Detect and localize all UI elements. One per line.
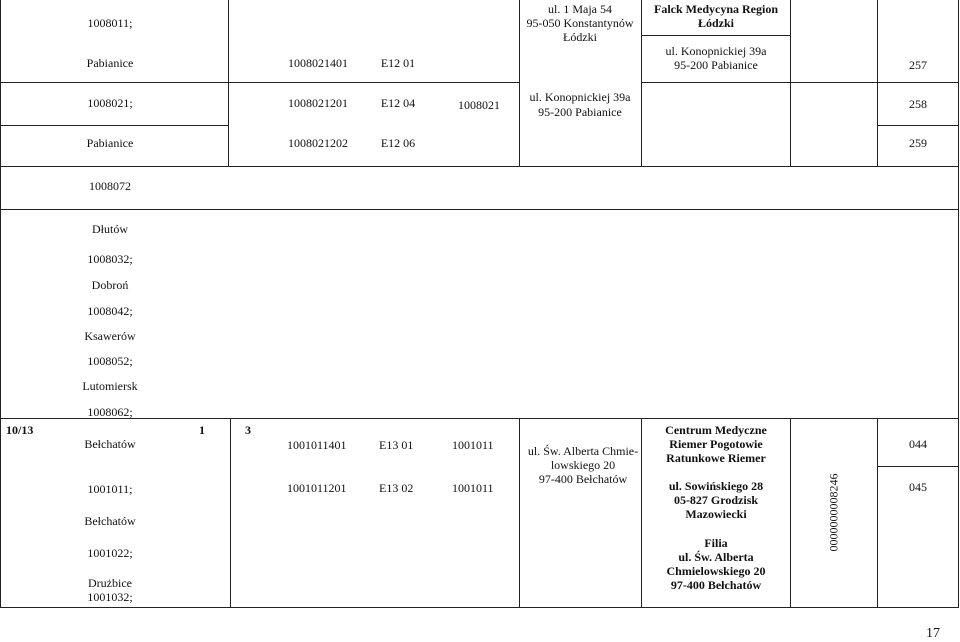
row-line <box>0 209 959 210</box>
gmina-item: Dłutów <box>92 222 128 236</box>
row-number: 258 <box>909 97 927 111</box>
e-code: E12 01 <box>380 56 416 70</box>
row-line <box>0 82 519 83</box>
address-line: ul. Konopnickiej 39a <box>529 90 631 104</box>
e-code: E12 04 <box>380 96 416 110</box>
e-code: E12 06 <box>380 136 416 150</box>
provider-line: Falck Medycyna Region <box>654 2 778 16</box>
gmina-item: Drużbice <box>88 576 132 590</box>
provider-line: Filia <box>704 536 728 550</box>
unit-code: 1008021202 <box>288 136 348 150</box>
address-line: ul. Św. Alberta Chmie- <box>527 444 639 458</box>
gmina-item: 1001032; <box>87 590 133 604</box>
e-code: E13 02 <box>379 481 414 495</box>
table-border-prov-right-lower <box>790 418 791 607</box>
row-number: 044 <box>909 437 927 451</box>
unit-code: 1008021401 <box>288 56 348 70</box>
gmina-code: 1008011; <box>87 16 133 30</box>
table-border-addr-left-lower <box>519 418 520 607</box>
provider-line: Centrum Medyczne <box>665 423 767 437</box>
address-line: ul. 1 Maja 54 <box>548 2 612 16</box>
table-border-right <box>958 0 959 607</box>
gmina-item: 1001022; <box>87 546 133 560</box>
row-number: 257 <box>909 58 927 72</box>
provider-line: Mazowiecki <box>685 507 747 521</box>
e-code: E13 01 <box>379 438 414 452</box>
gmina-item: 1008032; <box>87 252 133 266</box>
address-line: Łódzki <box>563 30 597 44</box>
provider-line: ul. Sowińskiego 28 <box>668 479 764 493</box>
row-line <box>877 125 959 126</box>
gmina-item: 1008042; <box>87 304 133 318</box>
teryt-code: 1001011 <box>452 438 494 452</box>
table-border-regon-right <box>877 0 878 166</box>
provider-line: 95-200 Pabianice <box>674 58 758 72</box>
provider-line: Chmielowskiego 20 <box>666 564 766 578</box>
count-3: 3 <box>245 423 251 437</box>
row-line <box>0 125 228 126</box>
table-border-addr-right <box>641 0 642 166</box>
provider-line: ul. Konopnickiej 39a <box>665 44 767 58</box>
row-line <box>0 607 959 608</box>
unit-code: 1008021201 <box>288 96 348 110</box>
count-1: 1 <box>199 423 205 437</box>
provider-line: 05-827 Grodzisk <box>673 493 759 507</box>
provider-line: Riemer Pogotowie <box>669 437 763 451</box>
table-border-regon-right-lower <box>877 418 878 607</box>
row-line <box>0 418 959 419</box>
table-border-addr-right-lower <box>641 418 642 607</box>
gmina-item: Lutomiersk <box>82 379 138 393</box>
table-border-prov-right <box>790 0 791 166</box>
teryt-code: 1001011 <box>452 481 494 495</box>
gmina-item: 1008062; <box>87 405 133 419</box>
regon-number: 0000000008246 <box>826 473 841 552</box>
table-border-left <box>0 0 1 607</box>
gmina-item: 1008052; <box>87 354 133 368</box>
row-line <box>641 82 959 83</box>
row-number: 259 <box>909 136 927 150</box>
provider-line: ul. Św. Alberta <box>678 550 754 564</box>
table-border-col1-right <box>228 0 229 166</box>
row-number: 045 <box>909 480 927 494</box>
gmina-name: Pabianice <box>86 136 134 150</box>
provider-line: 97-400 Bełchatów <box>670 578 762 592</box>
gmina-name: Pabianice <box>86 56 134 70</box>
row-line <box>877 466 959 467</box>
gmina-item: 1008072 <box>89 179 131 193</box>
gmina-code: 1008021; <box>87 96 133 110</box>
page-number: 17 <box>926 626 940 641</box>
unit-code: 1001011401 <box>287 438 347 452</box>
lp-number: 10/13 <box>6 423 34 437</box>
gmina-item: Dobroń <box>91 278 129 292</box>
address-line: 97-400 Bełchatów <box>538 472 628 486</box>
gmina-item: Bełchatów <box>84 514 136 528</box>
gmina-item: 1001011; <box>87 482 133 496</box>
address-line: 95-200 Pabianice <box>538 105 622 119</box>
row-line <box>641 35 790 36</box>
address-line: lowskiego 20 <box>550 458 616 472</box>
teryt-code: 1008021 <box>458 98 500 112</box>
table-border-addr-left <box>519 0 520 166</box>
table-border-col1-right-lower <box>230 418 231 607</box>
row-line <box>0 166 959 167</box>
gmina-item: Ksawerów <box>84 329 136 343</box>
address-line: 95-050 Konstantynów <box>526 16 634 30</box>
provider-line: Łódzki <box>697 16 735 30</box>
unit-code: 1001011201 <box>287 481 347 495</box>
gmina-item: Bełchatów <box>84 437 136 451</box>
provider-line: Ratunkowe Riemer <box>666 451 766 465</box>
